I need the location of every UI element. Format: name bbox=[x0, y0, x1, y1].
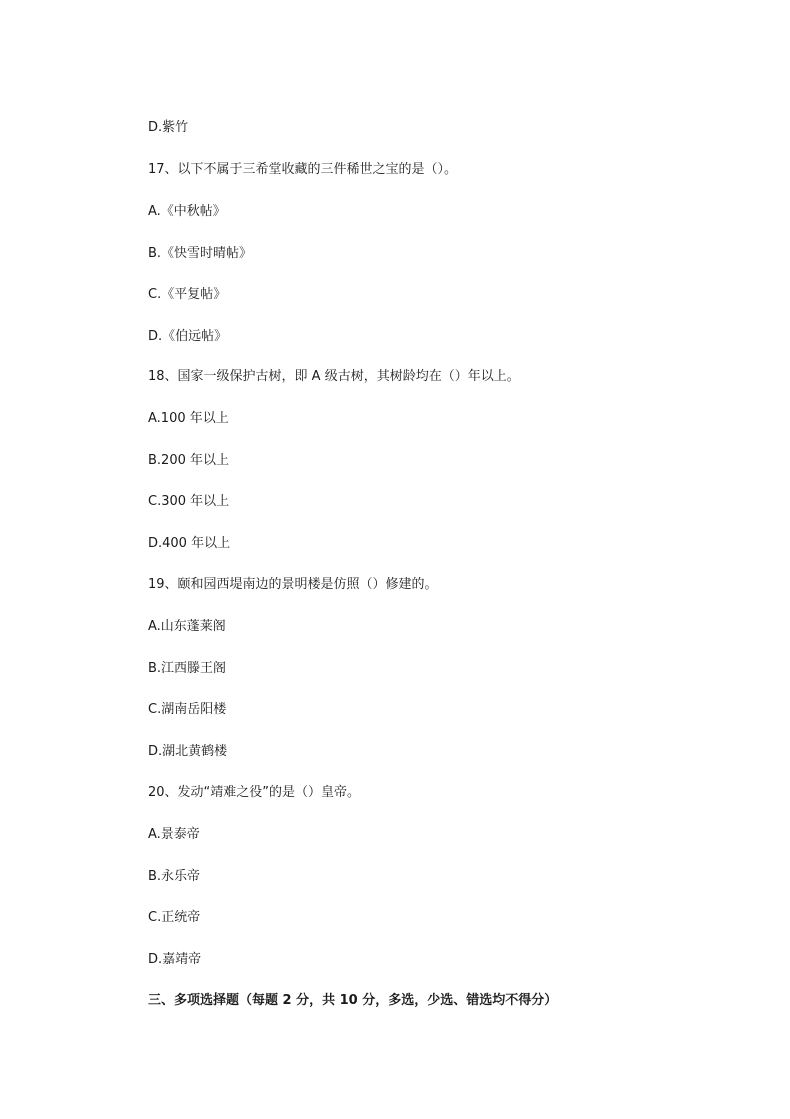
q18-option-b: B.200 年以上 bbox=[148, 453, 229, 468]
q19-option-b: B.江西滕王阁 bbox=[148, 661, 227, 676]
q20-option-a: A.景泰帝 bbox=[148, 827, 200, 842]
section-heading: 三、多项选择题（每题 2 分，共 10 分，多选，少选、错选均不得分） bbox=[148, 993, 558, 1008]
q20-option-b: B.永乐帝 bbox=[148, 869, 201, 884]
q18-option-d: D.400 年以上 bbox=[148, 536, 231, 551]
q19-option-a: A.山东蓬莱阁 bbox=[148, 619, 226, 634]
q17-option-a: A.《中秋帖》 bbox=[148, 204, 226, 219]
q20-option-c: C.正统帝 bbox=[148, 910, 201, 925]
q20-option-d: D.嘉靖帝 bbox=[148, 952, 202, 967]
q20-question: 20、发动“靖难之役”的是（）皇帝。 bbox=[148, 785, 361, 800]
q18-option-c: C.300 年以上 bbox=[148, 494, 230, 509]
q17-option-c: C.《平复帖》 bbox=[148, 287, 227, 302]
q19-option-d: D.湖北黄鹤楼 bbox=[148, 744, 228, 759]
q19-option-c: C.湖南岳阳楼 bbox=[148, 702, 227, 717]
q17-option-b: B.《快雪时晴帖》 bbox=[148, 246, 253, 261]
q17-question: 17、以下不属于三希堂收藏的三件稀世之宝的是（）。 bbox=[148, 162, 458, 177]
q16-option-d: D.紫竹 bbox=[148, 120, 189, 135]
q18-option-a: A.100 年以上 bbox=[148, 411, 229, 426]
q19-question: 19、颐和园西堤南边的景明楼是仿照（）修建的。 bbox=[148, 577, 438, 592]
q17-option-d: D.《伯远帖》 bbox=[148, 329, 228, 344]
q18-question: 18、国家一级保护古树，即 A 级古树，其树龄均在（）年以上。 bbox=[148, 369, 520, 384]
